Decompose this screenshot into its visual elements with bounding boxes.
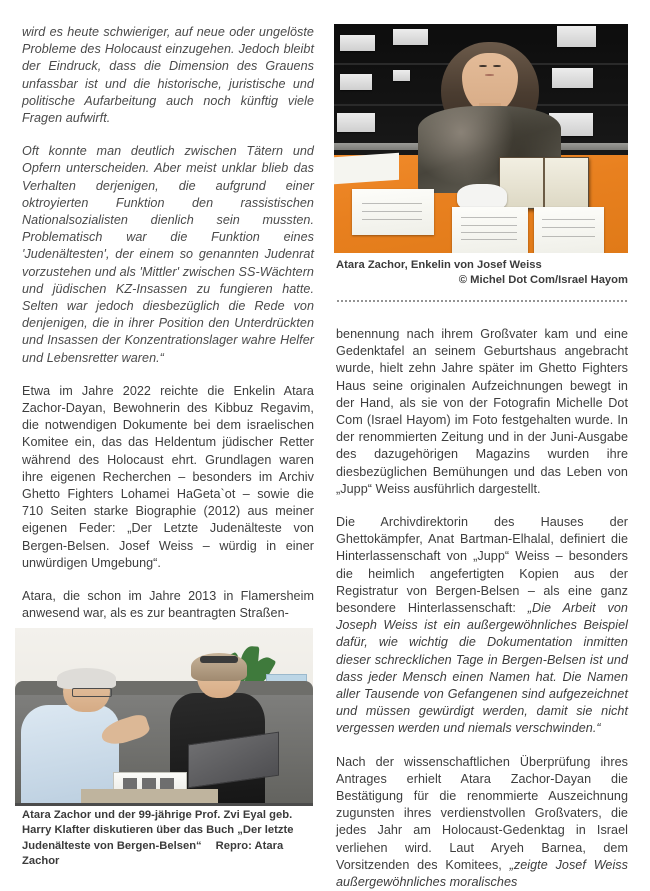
caption-line-3-text: Judenälteste von Bergen-Belsen“: [22, 839, 202, 852]
mouth: [485, 74, 494, 76]
glasses-icon: [72, 688, 113, 697]
archive-label-card: [337, 113, 375, 131]
caption-credit: © Michel Dot Com/Israel Hayom: [458, 274, 628, 287]
original-notebook: [499, 157, 589, 209]
atara-zachor-archive-photo: [334, 24, 628, 253]
caption-line-1: Atara Zachor und der 99-jährige Prof. Zvi Eyal geb.: [22, 809, 293, 821]
sofa-photo-caption: [22, 808, 322, 870]
caption-line-2: Harry Klafter diskutieren über das Buch „Der letzte: [22, 824, 294, 837]
paragraph-5: benennung nach ihrem Großvater kam und eine Gedenktafel an seinem Geburtshaus angebracht wurde, hielt zehn Jahre später im Ghetto Fighters Haus seine originalen Aufzeichnungen bewegt in der Hand, als sie von der Fotografin Michelle Dot Com (Israel Hayom) im Foto festgehalten wurde. In der renommierten Zeitung und in der Juni-Ausgabe des dazugehörigen Magazins wurden ihre diesbezüglichen Bemühungen und das Leben von „Jupp“ Weiss ausführlich dargestellt.: [336, 327, 628, 496]
archive-label-card: [557, 26, 595, 47]
paragraph-4: Atara, die schon im Jahre 2013 in Flamersheim anwesend war, als es zur beantragten Straßen-: [22, 589, 314, 621]
eye-left: [479, 65, 487, 67]
archive-label-card: [393, 29, 428, 45]
archive-label-card: [552, 68, 593, 89]
eye-right: [493, 65, 501, 67]
paragraph-2: Oft konnte man deutlich zwischen Tätern und Opfern unterscheiden. Aber meist unklar blieb das Verhalten derjenigen, die aufgrund einer oktroyierten Funktion den rassistischen Nationalsozialisten dienlich sein mussten. Problematisch war die Funktion eines 'Judenältesten', der einem so genannten Judenrat vorzustehen und als 'Mittler' zwischen SS-Wächtern und jüdischen KZ-Insassen zu fungieren hatte. Selten war jedoch diesbezüglich die Rede von denjenigen, die in ihrer Position den Unterdrückten und Insassen der Konzentrationslager wahre Helfer und Lebensretter waren.“: [22, 144, 314, 365]
archive-label-card: [393, 70, 411, 81]
dotted-rule: [336, 300, 628, 302]
caption-credit: Repro: Atara Zachor: [22, 839, 284, 868]
paragraph-1: wird es heute schwieriger, auf neue oder ungelöste Probleme des Holocaust einzugehen. Jedoch bleibt der Eindruck, dass die Dimension des Grauens unfassbar ist und die historische, juristische und politische Aufarbeitung auch noch künftig viele Fragen aufwirft.: [22, 25, 314, 126]
caption-text: Atara Zachor, Enkelin von Josef Weiss: [336, 259, 542, 271]
archive-label-card: [340, 35, 375, 51]
archive-label-card: [340, 74, 372, 90]
archive-document: [452, 207, 528, 253]
archive-document: [352, 189, 434, 235]
notebook-spine: [543, 158, 545, 208]
left-column: [22, 24, 314, 623]
paragraph-6-quote: „Die Arbeit von Joseph Weiss ist ein außergewöhnliches Beispiel dafür, wie wichtig die Dokumentation inmitten dieser schrecklichen Tage in Bergen-Belsen ist und dass jeder Mensch einen Namen hat. Die Namen aller Tausende von Gefangenen sind aufgezeichnet und müssen gewürdigt werden, damit sie nicht vergessen werden und niemals verschwinden.“: [336, 601, 628, 736]
archive-photo-caption: [336, 258, 628, 289]
paragraph-7: [336, 754, 628, 891]
archive-document: [534, 207, 605, 253]
atara-zachor-zvi-eyal-photo: [15, 628, 313, 806]
paragraph-3: Etwa im Jahre 2022 reichte die Enkelin Atara Zachor-Dayan, Bewohnerin des Kibbuz Regavim, die notwendigen Dokumente bei dem israelischen Komitee ein, das das Heldentum jüdischer Retter während des Holocaust ehrt. Grundlagen waren ihre eigenen Recherchen – besonders im Archiv Ghetto Fighters Lohamei HaGeta`ot – sowie die 710 Seiten starke Biographie (2012) aus meiner eigenen Feder: „Der Letzte Judenälteste von Bergen-Belsen. Josef Weiss – würdig in einer unwürdigen Umgebung“.: [22, 383, 314, 570]
paragraph-6-lead: Die Archivdirektorin des Hauses der Ghettokämpfer, Anat Bartman-Elhalal, definiert die Hinterlassenschaft von „Jupp“ Weiss – besonders die heimlich angefertigten Kopien aus der Registratur von Bergen-Belsen – als eine ganz besondere Hinterlassenschaft:: [336, 515, 628, 616]
paragraph-7-lead: Nach der wissenschaftlichen Überprüfung ihres Antrages erhielt Atara Zachor-Dayan die Bestätigung für die renommierte Auszeichnung zugunsten ihres verdienstvollen Großvaters, die jedes Jahr am Holocaust-Gedenktag in Israel verliehen wird. Laut Aryeh Barnea, dem Vorsitzenden des Komitees,: [336, 754, 628, 872]
coffee-table: [81, 789, 218, 803]
caption-line-3: [22, 839, 322, 870]
archive-table-strip: [334, 152, 399, 184]
paragraph-7-quote: „zeigte Josef Weiss außergewöhnliches moralisches: [336, 857, 628, 890]
paragraph-6: [336, 514, 628, 738]
right-column: [336, 326, 628, 891]
sunglasses-icon: [200, 656, 239, 663]
man-hair: [57, 668, 117, 689]
